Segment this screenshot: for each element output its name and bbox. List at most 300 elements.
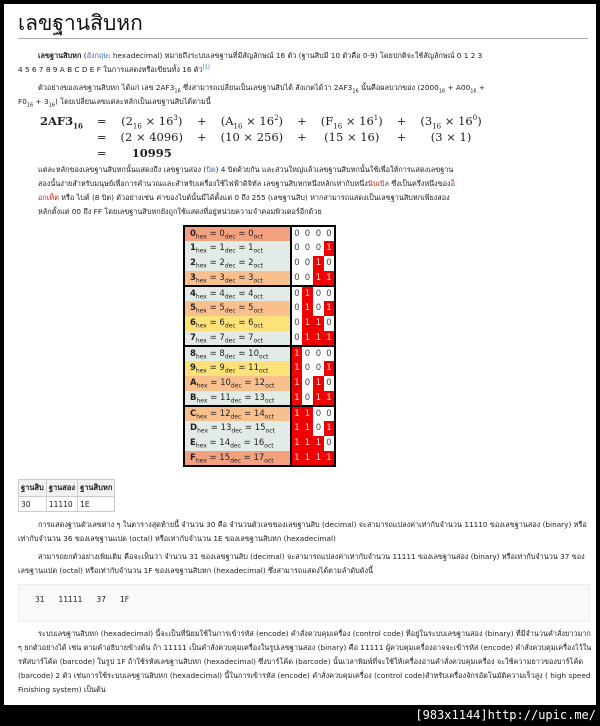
paragraph-30: การแสดงฐานตัวเลขต่าง ๆ ในตารางสุดท้ายนี้ จำนวน 30 คือ จำนวนตัวเลขของเลขฐานสิบ (decimal) จะสามารถแปลงค่าเท่ากับจำนวน 11110 ของเลขฐานสอง (binary) หรือเท่ากับจำนวน 36 ของเลขฐานแปด (octal) หรือเท่ากับจำนวน 1E ของเลขฐานสิบหก (hexadecimal)	[18, 520, 587, 543]
value: 11	[248, 363, 259, 373]
subscript: oct	[259, 367, 269, 375]
value: =	[209, 438, 217, 448]
value: =	[238, 243, 246, 253]
plus: +	[297, 114, 307, 128]
value: =	[209, 332, 217, 343]
article-page	[4, 4, 596, 705]
bit-cell: 0	[302, 346, 313, 361]
value: 3	[219, 272, 225, 283]
bit-cell: 0	[304, 228, 311, 239]
bit-cell: 0	[326, 228, 332, 239]
hex-table-row	[184, 286, 335, 301]
subscript: hex	[197, 427, 209, 435]
subscript: oct	[265, 427, 275, 435]
text: + F0	[18, 83, 486, 106]
bit-cell: 0	[304, 258, 311, 268]
term: )	[378, 114, 383, 128]
header-hex: ฐานสิบหก	[78, 480, 115, 497]
value: 1	[248, 243, 254, 253]
bit-cell: 1	[324, 271, 335, 286]
subscript: hex	[195, 293, 207, 301]
text: ซึ่งเป็นครึ่งหนึ่งของ	[389, 179, 451, 188]
link-nibble[interactable]: นิบเบิล	[367, 179, 390, 188]
value: 13	[220, 423, 232, 433]
subscript: 16	[48, 102, 55, 109]
value: 11	[219, 392, 231, 403]
bit-cell: 0	[326, 438, 332, 448]
link-bit[interactable]: บิต	[206, 165, 216, 174]
exponent: 1	[373, 114, 379, 123]
bit-cell: 0	[294, 332, 300, 343]
bit-cell: 0	[315, 303, 322, 313]
value: 1	[219, 243, 225, 253]
bit-cell: 0	[304, 243, 311, 253]
bit-cell: 1	[324, 331, 335, 346]
value: 0	[248, 228, 254, 239]
value: =	[209, 303, 217, 313]
subscript: hex	[195, 337, 207, 345]
value: 13	[254, 392, 265, 403]
bit-cell: 0	[326, 258, 332, 268]
hex-label	[184, 346, 291, 361]
bit-cell: 1	[291, 346, 302, 361]
watermark: [983x1144]http://upic.me/	[415, 708, 596, 722]
subscript: hex	[195, 457, 207, 465]
value: 3	[248, 272, 254, 283]
subscript: oct	[264, 397, 275, 405]
subscript: oct	[253, 277, 263, 285]
term: × 16	[246, 114, 275, 128]
hex-label	[184, 241, 291, 256]
bit-cell: 0	[304, 378, 311, 388]
value: =	[210, 423, 218, 433]
bit-cell: 1	[324, 361, 335, 376]
plus: +	[297, 130, 307, 144]
bit-cell: 1	[291, 451, 302, 466]
exponent: 0	[472, 114, 478, 123]
subscript: oct	[253, 307, 263, 315]
value: 10	[220, 378, 231, 388]
base-table	[18, 479, 115, 512]
value: 9	[190, 363, 196, 373]
hex-table-row	[184, 406, 335, 421]
value: 6	[190, 318, 196, 328]
value: =	[209, 408, 218, 419]
value: 7	[190, 332, 196, 343]
hex-table-row	[184, 301, 335, 316]
plus: +	[396, 130, 407, 144]
bit-cell: 0	[294, 243, 300, 253]
value: =	[238, 303, 246, 313]
term: × 16	[444, 114, 473, 128]
hex-table-row	[184, 376, 335, 391]
value: =	[243, 438, 251, 448]
bit-cell: 0	[324, 286, 335, 301]
value: 2	[219, 258, 225, 268]
bit-cell: 0	[291, 286, 302, 301]
text: ) 4 บิตด้วยกัน และส่วนใหญ่แล้วเลขฐานสิบหกนั้นใช้เพื่อให้การแสดงเลขฐานสองนั้นง่ายสำหรับมนุษย์เพื่อการคำนวณและสำหรับเครื่องใช้ไฟฟ้าดิจิทัล เลขฐานสิบหกหนึ่งหลักเท่ากับหนึ่ง	[38, 165, 454, 188]
value: =	[210, 392, 218, 403]
term: × 16	[345, 114, 374, 128]
term: × 16	[145, 114, 174, 128]
bit-cell: 1	[302, 301, 313, 316]
value: =	[244, 378, 252, 388]
value: D	[190, 423, 198, 433]
paragraph-31: สามารถยกตัวอย่างเพิ่มเติม คือจะเห็นว่า จำนวน 31 ของเลขฐานสิบ (decimal) จะสามารถแปลงค่าเท่ากับจำนวน 11111 ของเลขฐานสอง (binary) หรือเท่ากับจำนวน 37 ของเลขฐานแปด (octal) หรือเท่ากับจำนวน 1F ของเลขฐานสิบหก (hexadecimal) ซึ่งสามารถแสดงได้ตามลำดับดังนี้	[18, 552, 585, 575]
term: (3 × 1)	[430, 130, 472, 144]
math-lhs: 2AF3	[40, 114, 74, 128]
value: 5	[219, 303, 225, 313]
page-title: เลขฐานสิบหก	[18, 10, 588, 39]
hex-label	[184, 451, 291, 466]
value: 6	[219, 318, 225, 328]
bit-cell: 1	[313, 271, 324, 286]
subscript: dec	[230, 442, 241, 450]
hex-conversion-table	[183, 225, 336, 467]
term: (3	[420, 114, 433, 128]
table-row	[19, 497, 115, 512]
subscript: 16	[233, 122, 243, 131]
subscript: oct	[264, 457, 274, 465]
hex-label	[184, 331, 291, 346]
hex-label	[184, 436, 291, 451]
value: 14	[253, 408, 265, 419]
value: =	[209, 348, 217, 359]
value: A	[190, 378, 197, 388]
term: (15 × 16)	[324, 130, 380, 144]
value: =	[209, 288, 217, 299]
subscript: dec	[224, 353, 236, 361]
value: 1	[190, 243, 196, 253]
bit-cell: 0	[313, 286, 324, 301]
plus: +	[396, 114, 407, 128]
subscript: dec	[231, 427, 243, 435]
subscript: hex	[195, 367, 207, 375]
subscript: dec	[224, 262, 236, 270]
cell: 1E	[78, 497, 115, 512]
value: 0	[219, 228, 225, 239]
bit-cell: 0	[294, 272, 300, 283]
cell: 11110	[46, 497, 77, 512]
subscript: dec	[230, 382, 242, 390]
value: 4	[219, 288, 225, 299]
value: 15	[219, 452, 231, 463]
bit-cell: 1	[313, 256, 324, 271]
term: (2 × 4096)	[120, 130, 183, 144]
value: 6	[248, 318, 254, 328]
bit-cell: 1	[324, 421, 335, 436]
bit-cell: 1	[302, 406, 313, 421]
value: 4	[248, 288, 254, 299]
bit-cell: 0	[294, 303, 300, 313]
bit-cell: 0	[294, 258, 300, 268]
exponent: 2	[274, 114, 279, 123]
example-paragraph	[18, 81, 488, 109]
hex-label	[184, 421, 291, 436]
bit-cell: 1	[313, 451, 324, 466]
bit-cell: 1	[291, 391, 302, 406]
subscript: oct	[264, 442, 274, 450]
hex-label	[184, 286, 291, 301]
subscript: dec	[224, 307, 236, 315]
hex-table-row	[184, 271, 335, 286]
value: 2	[190, 258, 196, 268]
link-english[interactable]: อังกฤษ	[86, 51, 109, 60]
term: (2	[121, 114, 133, 128]
bit-cell: 0	[326, 378, 332, 388]
bit-cell: 0	[324, 346, 335, 361]
math-equation	[40, 113, 489, 161]
value: =	[238, 258, 246, 268]
bit-cell: 0	[324, 406, 335, 421]
subscript: 16	[174, 88, 181, 95]
value: =	[238, 288, 246, 299]
value: =	[238, 318, 246, 328]
hex-label	[184, 361, 291, 376]
subscript: dec	[224, 322, 236, 330]
bit-cell: 0	[304, 363, 311, 373]
value: 14	[219, 438, 231, 448]
intro-paragraph	[18, 49, 488, 77]
hex-table-row	[184, 226, 335, 241]
subscript: hex	[195, 322, 207, 330]
value: =	[238, 228, 246, 239]
value: 0	[190, 228, 196, 239]
bit-cell: 1	[324, 241, 335, 256]
text: แต่ละหลักของเลขฐานสิบหกนั้นแสดงถึง เลขฐานสอง (	[38, 165, 207, 174]
bit-cell: 0	[304, 392, 311, 403]
plus: +	[197, 114, 207, 128]
value: F	[190, 452, 196, 463]
value: 4	[190, 288, 196, 299]
value: 15	[254, 423, 266, 433]
bit-cell: 1	[291, 376, 302, 391]
text: ) โดยเปลี่ยนเลขแต่ละหลักเป็นเลขฐานสิบได้ตามนี้	[55, 97, 211, 106]
code-value: 31	[35, 595, 45, 604]
subscript: hex	[195, 233, 207, 241]
bit-cell: 1	[302, 316, 313, 331]
value: C	[190, 408, 197, 419]
subscript: dec	[224, 233, 236, 241]
subscript: oct	[264, 413, 275, 421]
text: ตัวอย่างของเลขฐานสิบหก ได้แก่ เลข 2AF3	[38, 83, 175, 92]
code-block	[18, 584, 590, 622]
bit-cell: 0	[315, 228, 322, 239]
subscript: dec	[224, 247, 236, 255]
subscript: oct	[259, 353, 269, 361]
bit-cell: 1	[302, 286, 313, 301]
math-result: 10995	[131, 146, 172, 160]
subscript: hex	[196, 413, 208, 421]
bit-cell: 1	[313, 316, 324, 331]
equals: =	[96, 114, 107, 128]
text: + A00	[445, 83, 471, 92]
link-octet[interactable]: อ็อกเท็ต	[38, 179, 456, 202]
value: =	[209, 363, 217, 373]
bit-cell: 1	[291, 406, 302, 421]
value: 2	[248, 258, 254, 268]
header-decimal: ฐานสิบ	[19, 480, 47, 497]
hex-label	[184, 316, 291, 331]
bit-cell: 1	[291, 436, 302, 451]
term: (10 × 256)	[220, 130, 284, 144]
header-binary: ฐานสอง	[46, 480, 77, 497]
subscript: dec	[224, 337, 236, 345]
subscript: 16	[132, 122, 142, 131]
subscript: hex	[196, 397, 208, 405]
value: 7	[248, 332, 254, 343]
subscript: dec	[230, 457, 241, 465]
value: =	[209, 243, 217, 253]
hex-label	[184, 376, 291, 391]
equals: =	[96, 146, 107, 160]
value: 10	[248, 348, 259, 359]
value: =	[209, 228, 217, 239]
hex-table-row	[184, 361, 335, 376]
code-value: 37	[96, 595, 106, 604]
hex-table-row	[184, 331, 335, 346]
hex-table-row	[184, 451, 335, 466]
code-value: 1F	[119, 595, 130, 604]
bit-cell: 1	[313, 391, 324, 406]
reference-link[interactable]: [1]	[202, 64, 210, 71]
value: =	[244, 392, 252, 403]
value: =	[238, 348, 246, 359]
term: )	[278, 114, 284, 128]
subscript: 16	[352, 88, 359, 95]
value: 12	[254, 378, 266, 388]
term: )	[177, 114, 183, 128]
value: E	[190, 438, 196, 448]
encoding-paragraph: ระบบเลขฐานสิบหก (hexadecimal) นี้จะเป็นที่นิยมใช้ในการเข้ารหัส (encode) คำสั่งควบคุมเครื่อง (control code) ที่อยู่ในระบบเลขฐานสอง (binary) ที่มีจำนวนคำสั่งยาวมาก ๆ ยกตัวอย่างได้ เช่น ตามคำอธิบายข้างต้น ถ้า 11111 เป็นคำสั่งควบคุมเครื่องในรูปเลขฐานสอง (binary) คือ 11111 ผู้ควบคุมเครื่องอาจจะเข้ารหัส (encode) คำสั่งควบคุมเครื่องไว้ในรหัสบาร์โค้ด (barcode) ในรูป 1F ถ้าใช้รหัสเลขฐานสิบหก (hexadecimal) ซึ่งบาร์โค้ด (barcode) นั้นเวลาพิมพ์ที่จะใช้ให้เครื่องอ่านคำสั่งควบคุมเครื่อง จะใช้ความยาวของบาร์โค้ด (barcode) 2 ตัว เช่นการใช้ระบบเลขฐานสิบหก (hexadecimal) นี้ในการเข้ารหัส (encode) คำสั่งควบคุมเครื่อง (control code)สำหรับเครื่องจักรอัตโนมัติความเร็วสูง ( high speed Finishing system) เป็นต้น	[18, 629, 592, 694]
hex-table-row	[184, 256, 335, 271]
value: =	[244, 408, 252, 419]
subscript: 16	[73, 121, 83, 131]
value: =	[238, 272, 246, 283]
value: 12	[219, 408, 231, 419]
value: =	[209, 258, 217, 268]
bit-cell: 1	[324, 301, 335, 316]
value: B	[190, 392, 197, 403]
hex-label	[184, 406, 291, 421]
term: (A	[220, 114, 234, 128]
bit-cell: 1	[313, 436, 324, 451]
bit-cell: 0	[304, 272, 311, 283]
bit-cell: 1	[291, 361, 302, 376]
subscript: oct	[253, 247, 263, 255]
value: =	[209, 318, 217, 328]
value: =	[243, 452, 251, 463]
value: 8	[190, 348, 196, 359]
equals: =	[96, 130, 107, 144]
bit-cell: 0	[313, 346, 324, 361]
value: 9	[219, 363, 225, 373]
value: 7	[219, 332, 225, 343]
code-value: 11111	[58, 595, 83, 604]
value: =	[210, 378, 218, 388]
term-bold: เลขฐานสิบหก	[38, 51, 82, 60]
bit-cell: 0	[294, 318, 300, 328]
subscript: 16	[432, 122, 442, 131]
subscript: hex	[195, 247, 207, 255]
hex-table-row	[184, 436, 335, 451]
hex-label	[184, 301, 291, 316]
cell: 30	[19, 497, 47, 512]
subscript: oct	[253, 322, 263, 330]
subscript: hex	[195, 353, 207, 361]
subscript: 16	[26, 102, 34, 109]
bit-cell: 1	[302, 436, 313, 451]
subscript: hex	[195, 307, 207, 315]
hex-table-row	[184, 241, 335, 256]
subscript: hex	[195, 442, 207, 450]
bit-cell: 1	[324, 451, 335, 466]
plus: +	[197, 130, 207, 144]
value: 3	[190, 272, 196, 283]
hex-table-row	[184, 346, 335, 361]
bit-cell: 0	[326, 318, 332, 328]
bit-cell: 0	[315, 423, 322, 433]
value: 8	[219, 348, 225, 359]
bit-cell: 1	[324, 391, 335, 406]
hex-table-row	[184, 391, 335, 406]
value: =	[209, 452, 217, 463]
term: )	[477, 114, 482, 128]
subscript: oct	[265, 382, 275, 390]
subscript: 16	[438, 88, 446, 95]
value: 5	[190, 303, 196, 313]
term: (F	[320, 114, 334, 128]
text: ซึ่งสามารถเปลี่ยนเป็นเลขฐานสิบได้ สังเกตได้ว่า 2AF3	[180, 83, 353, 92]
bit-cell: 1	[302, 331, 313, 346]
subscript: hex	[195, 262, 207, 270]
subscript: dec	[230, 413, 242, 421]
bits-paragraph	[38, 163, 458, 219]
text: นั้นคือผลบวกของ (2000	[358, 83, 439, 92]
subscript: 16	[470, 88, 477, 95]
hex-label	[184, 226, 291, 241]
hex-table-row	[184, 421, 335, 436]
bit-cell: 1	[291, 421, 302, 436]
exponent: 3	[173, 114, 178, 123]
value: 16	[253, 438, 265, 448]
value: =	[238, 332, 246, 343]
subscript: oct	[253, 337, 263, 345]
text: (	[81, 51, 87, 60]
subscript: hex	[195, 277, 207, 285]
bit-cell: 1	[302, 421, 313, 436]
bit-cell: 1	[313, 376, 324, 391]
value: 17	[253, 452, 265, 463]
subscript: oct	[253, 293, 263, 301]
bit-cell: 0	[313, 406, 324, 421]
subscript: 16	[333, 122, 343, 131]
bit-cell: 1	[302, 451, 313, 466]
subscript: dec	[224, 367, 236, 375]
subscript: oct	[253, 262, 263, 270]
hex-table-row	[184, 316, 335, 331]
subscript: dec	[224, 277, 236, 285]
bit-cell: 1	[313, 331, 324, 346]
text: : hexadecimal) หมายถึงระบบเลขฐานที่มีสัญลักษณ์ 16 ตัว (ฐานสิบมี 10 ตัวคือ 0-9) โดยปกติจะใช้สัญลักษณ์ 0 1 2 3 4 5 6 7 8 9 A B C D E F ในการแสดงหรือเขียนทั้ง 16 ตัว	[18, 51, 483, 74]
bit-cell: 0	[315, 363, 322, 373]
value: =	[244, 423, 253, 433]
bit-cell: 0	[294, 228, 300, 239]
subscript: hex	[196, 382, 208, 390]
hex-label	[184, 391, 291, 406]
hex-label	[184, 256, 291, 271]
subscript: dec	[224, 293, 236, 301]
